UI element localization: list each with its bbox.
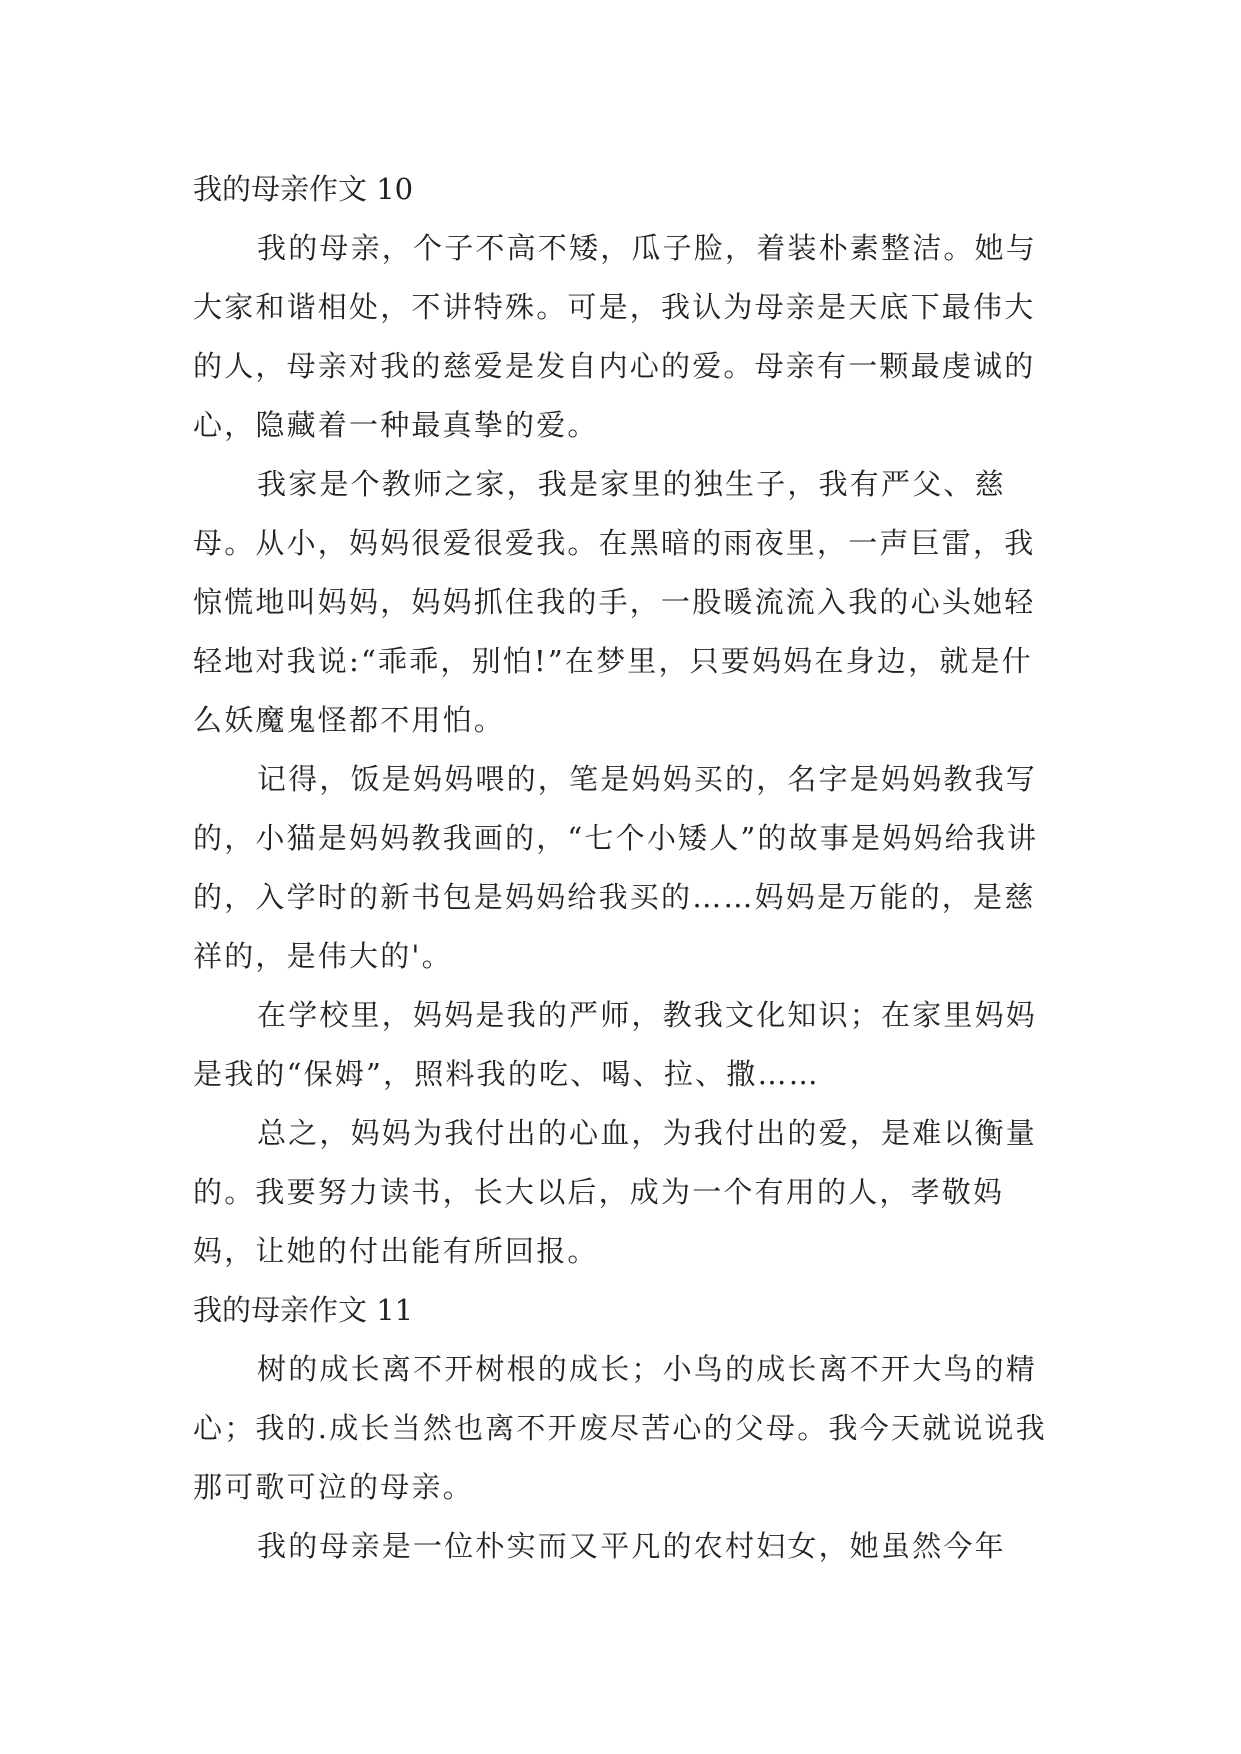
paragraph: 总之，妈妈为我付出的心血，为我付出的爱，是难以衡量的。我要努力读书，长大以后，成为一个有用的人，孝敬妈妈，让她的付出能有所回报。	[193, 1116, 1038, 1268]
paragraph: 记得，饭是妈妈喂的，笔是妈妈买的，名字是妈妈教我写的，小猫是妈妈教我画的，“七个小矮人”的故事是妈妈给我讲的，入学时的新书包是妈妈给我买的……妈妈是万能的，是慈祥的，是伟大的'。	[193, 762, 1039, 973]
paragraph: 我家是个教师之家，我是家里的独生子，我有严父、慈母。从小，妈妈很爱很爱我。在黑暗的雨夜里，一声巨雷，我惊慌地叫妈妈，妈妈抓住我的手，一股暖流流入我的心头她轻轻地对我说:“乖乖，别怕!”在梦里，只要妈妈在身边，就是什么妖魔鬼怪都不用怕。	[193, 467, 1036, 737]
essay-title: 我的母亲作文 11	[193, 1293, 414, 1327]
paragraph: 在学校里，妈妈是我的严师，教我文化知识；在家里妈妈是我的“保姆”，照料我的吃、喝、拉、撒……	[193, 998, 1038, 1091]
paragraph: 树的成长离不开树根的成长；小鸟的成长离不开大鸟的精心；我的.成长当然也离不开废尽苦心的父母。我今天就说说我那可歌可泣的母亲。	[193, 1352, 1047, 1504]
essay-section-10	[193, 160, 1063, 1281]
essay-title: 我的母亲作文 10	[193, 172, 414, 206]
document-page	[193, 160, 1063, 1576]
paragraph: 我的母亲，个子不高不矮，瓜子脸，着装朴素整洁。她与大家和谐相处，不讲特殊。可是，我认为母亲是天底下最伟大的人，母亲对我的慈爱是发自内心的爱。母亲有一颗最虔诚的心，隐藏着一种最真挚的爱。	[193, 231, 1038, 442]
paragraph: 我的母亲是一位朴实而又平凡的农村妇女，她虽然今年	[257, 1529, 1006, 1563]
essay-section-11	[193, 1281, 1063, 1576]
